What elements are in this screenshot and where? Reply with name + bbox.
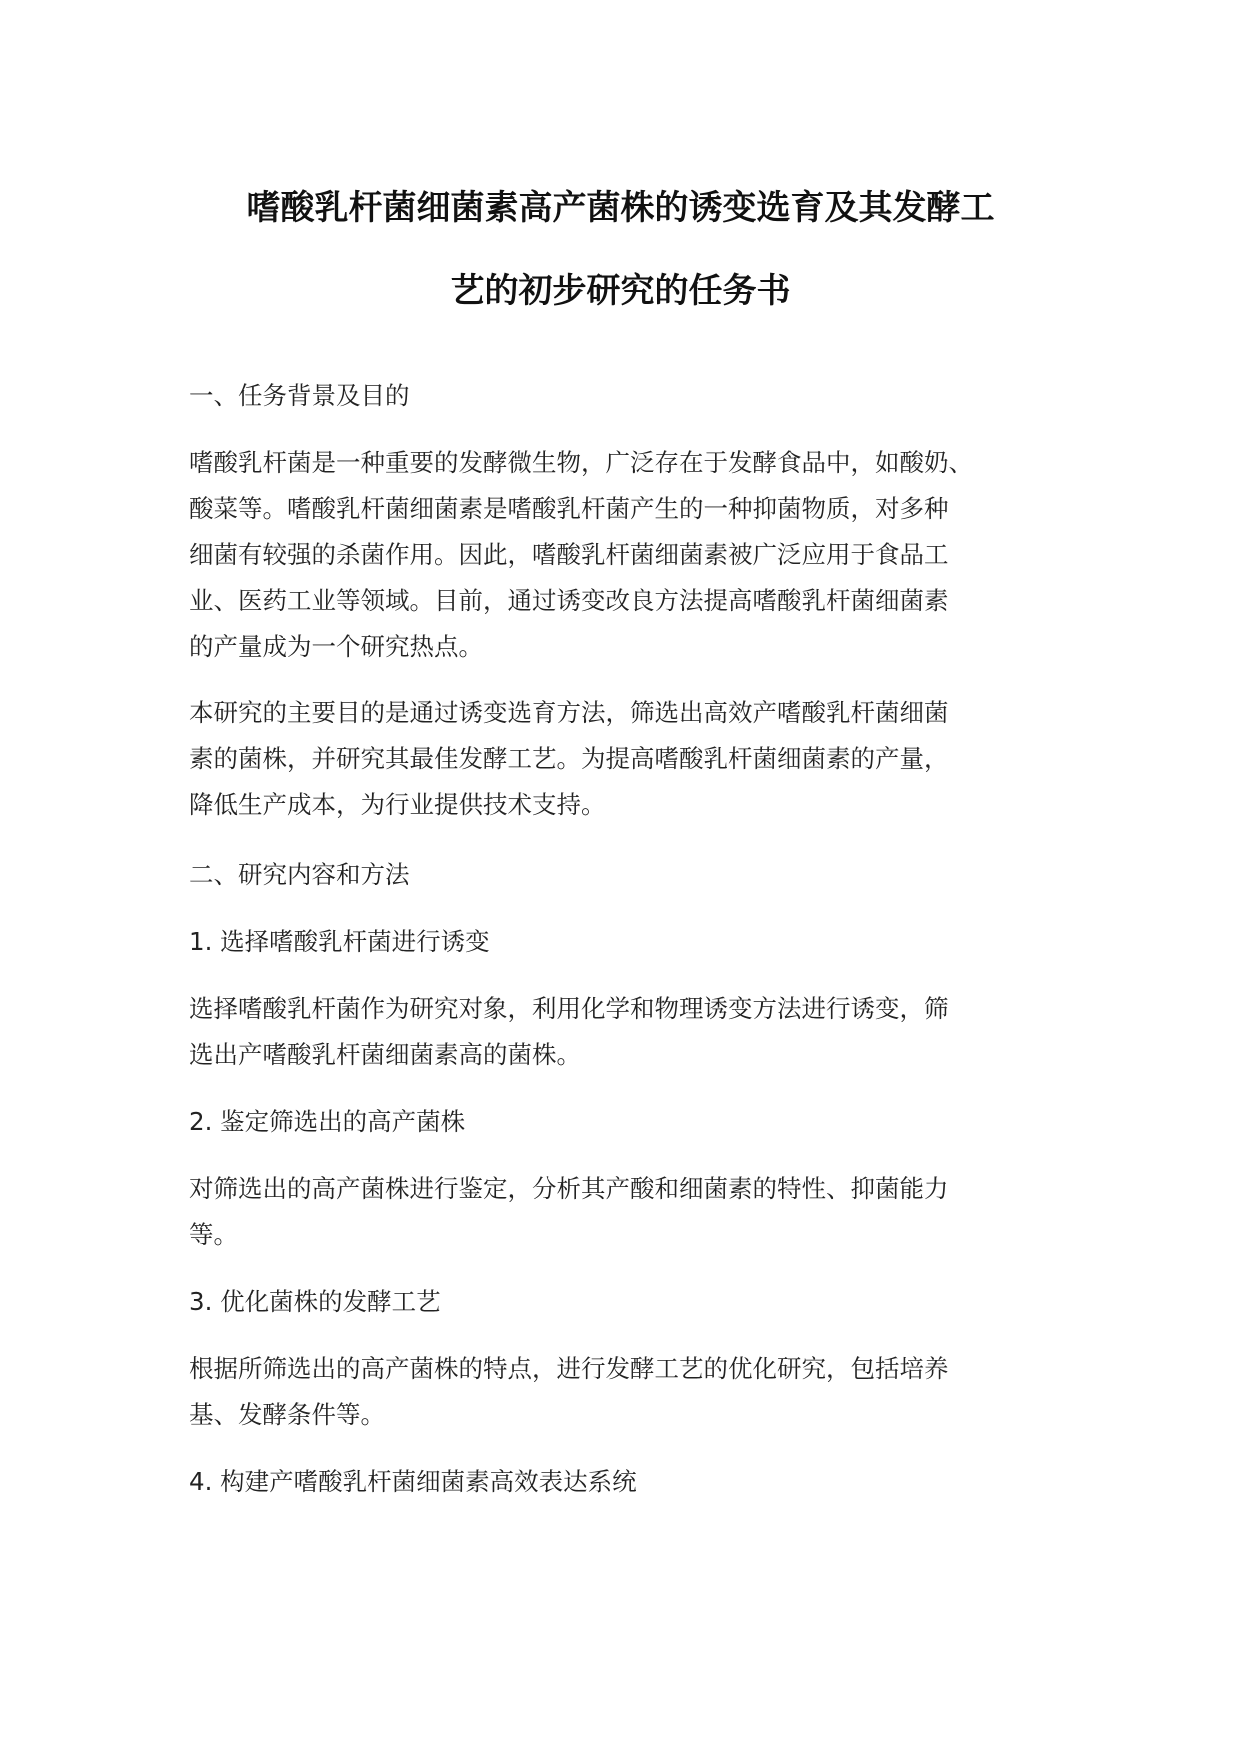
paragraph-line: 素的菌株，并研究其最佳发酵工艺。为提高嗜酸乳杆菌细菌素的产量， bbox=[189, 744, 949, 773]
paragraph-line: 对筛选出的高产菌株进行鉴定，分析其产酸和细菌素的特性、抑菌能力 bbox=[189, 1174, 949, 1203]
item-heading-2 bbox=[189, 1099, 1069, 1145]
paragraph-line: 业、医药工业等领域。目前，通过诱变改良方法提高嗜酸乳杆菌细菌素 bbox=[189, 586, 949, 615]
item-body-text bbox=[189, 1166, 1069, 1258]
paragraph-line: 选出产嗜酸乳杆菌细菌素高的菌株。 bbox=[189, 1040, 581, 1069]
paragraph-line: 等。 bbox=[189, 1220, 238, 1249]
paragraph-text bbox=[189, 690, 1069, 828]
paragraph-line: 的产量成为一个研究热点。 bbox=[189, 632, 483, 661]
paragraph-line: 酸菜等。嗜酸乳杆菌细菌素是嗜酸乳杆菌产生的一种抑菌物质，对多种 bbox=[189, 494, 949, 523]
item-heading-text: 2. 鉴定筛选出的高产菌株 bbox=[189, 1107, 466, 1136]
paragraph-line: 细菌有较强的杀菌作用。因此，嗜酸乳杆菌细菌素被广泛应用于食品工 bbox=[189, 540, 949, 569]
paragraph-background bbox=[189, 440, 1069, 670]
item-heading-3 bbox=[189, 1279, 1069, 1325]
item-heading-4 bbox=[189, 1459, 1069, 1505]
item-heading-1 bbox=[189, 919, 1069, 965]
item-body-text bbox=[189, 1346, 1069, 1438]
item-body-1 bbox=[189, 986, 1069, 1078]
paragraph-text bbox=[189, 440, 1069, 670]
paragraph-line: 选择嗜酸乳杆菌作为研究对象，利用化学和物理诱变方法进行诱变，筛 bbox=[189, 994, 949, 1023]
document-title-line-1: 嗜酸乳杆菌细菌素高产菌株的诱变选育及其发酵工 bbox=[246, 188, 995, 228]
paragraph-line: 根据所筛选出的高产菌株的特点，进行发酵工艺的优化研究，包括培养 bbox=[189, 1354, 949, 1383]
item-body-3 bbox=[189, 1346, 1069, 1438]
item-heading-text: 4. 构建产嗜酸乳杆菌细菌素高效表达系统 bbox=[189, 1467, 637, 1496]
paragraph-goal bbox=[189, 690, 1069, 828]
item-heading-text: 3. 优化菌株的发酵工艺 bbox=[189, 1287, 441, 1316]
item-body-text bbox=[189, 986, 1069, 1078]
paragraph-line: 嗜酸乳杆菌是一种重要的发酵微生物，广泛存在于发酵食品中，如酸奶、 bbox=[189, 448, 973, 477]
document-title-line-2: 艺的初步研究的任务书 bbox=[450, 271, 791, 311]
section-heading-text: 二、研究内容和方法 bbox=[189, 860, 410, 889]
paragraph-line: 降低生产成本，为行业提供技术支持。 bbox=[189, 790, 606, 819]
section-heading-text: 一、任务背景及目的 bbox=[189, 381, 410, 410]
section-heading-background bbox=[189, 373, 1069, 419]
paragraph-line: 本研究的主要目的是通过诱变选育方法，筛选出高效产嗜酸乳杆菌细菌 bbox=[189, 698, 949, 727]
item-heading-text: 1. 选择嗜酸乳杆菌进行诱变 bbox=[189, 927, 490, 956]
item-body-2 bbox=[189, 1166, 1069, 1258]
section-heading-methods bbox=[189, 852, 1069, 898]
paragraph-line: 基、发酵条件等。 bbox=[189, 1400, 385, 1429]
